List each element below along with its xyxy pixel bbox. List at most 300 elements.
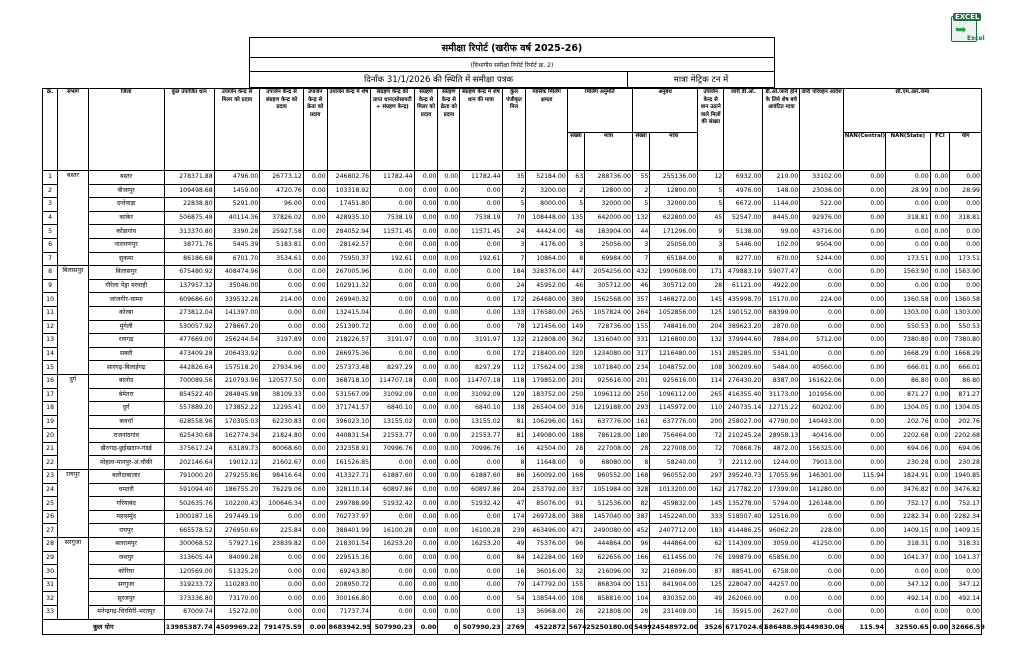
row-cell: 625430.68 [164,429,214,443]
row-cell: 5446.00 [724,238,763,252]
row-district: कवर्धा [88,415,164,429]
row-cell: 428935.10 [327,211,370,225]
row-cell: 357 [632,293,649,307]
row-cell: 201 [567,374,584,388]
row-cell: 0.00 [414,442,438,456]
total-cell: 507990.23 [460,619,502,634]
row-district: कांकेर [88,211,164,225]
row-cell: 230.28 [950,456,982,470]
report-unit-line: मात्रा मेट्रिक टन में [628,72,775,88]
row-cell: 0.00 [303,565,327,579]
row-district: गौरेला पेंड्रा मरवाही [88,279,164,293]
table-row [43,578,982,592]
row-cell: 0.00 [414,238,438,252]
row-cell: 0.00 [886,565,931,579]
row-cell: 440831.54 [327,429,370,443]
row-cell: 0.00 [930,510,950,524]
row-cell: 212808.00 [526,334,567,348]
row-cell: 512536.00 [585,497,633,511]
header-agreement: अनुबंध [632,89,697,133]
row-cell: 0.00 [371,293,414,307]
row-cell: 477669.00 [164,334,214,348]
row-sno: 3 [43,198,58,212]
row-cell: 0.00 [438,347,460,361]
row-cell: 5794.00 [763,497,800,511]
row-cell: 0.00 [800,306,843,320]
row-cell: 31173.00 [763,388,800,402]
row-sno: 2 [43,184,58,198]
row-cell: 114 [698,374,724,388]
row-cell: 239 [502,524,526,538]
row-cell: 413327.71 [327,470,370,484]
row-sno: 21 [43,442,58,456]
table-row [43,456,982,470]
row-cell: 135 [567,211,584,225]
row-cell: 85076.00 [526,497,567,511]
row-cell: 0.00 [303,429,327,443]
row-cell: 1409.15 [950,524,982,538]
row-cell: 73170.00 [214,592,260,606]
row-cell: 6840.10 [371,402,414,416]
table-row [43,551,982,565]
row-cell: 316 [567,402,584,416]
row-cell: 0.00 [950,171,982,185]
row-cell: 96062.20 [763,524,800,538]
row-cell: 0.00 [414,266,438,280]
row-cell: 0.00 [303,551,327,565]
row-cell: 305712.00 [585,279,633,293]
row-cell: 379944.60 [724,334,763,348]
total-cell: 2769 [502,619,526,634]
row-cell: 2282.34 [950,510,982,524]
row-cell: 62230.83 [260,415,303,429]
row-cell: 25056.00 [585,238,633,252]
row-cell: 16 [698,606,724,620]
row-cell: 1041.37 [886,551,931,565]
row-cell: 1096112.00 [585,388,633,402]
row-cell: 225.84 [260,524,303,538]
row-cell: 70868.76 [724,442,763,456]
row-cell: 2202.68 [886,429,931,443]
row-sno: 28 [43,538,58,552]
row-cell: 318.31 [886,538,931,552]
row-cell: 218400.00 [526,347,567,361]
row-cell: 0.00 [303,388,327,402]
row-cell: 694.06 [886,442,931,456]
row-cell: 8 [502,456,526,470]
row-cell: 13155.02 [371,415,414,429]
row-cell: 300209.60 [724,361,763,375]
header-milling-permission: मिलिंग अनुमति [567,89,632,133]
row-cell: 145 [698,497,724,511]
row-cell: 0.00 [260,551,303,565]
table-row [43,279,982,293]
row-cell: 11571.45 [460,225,502,239]
row-sno: 12 [43,320,58,334]
row-cell: 151 [698,347,724,361]
row-cell: 1216480.00 [650,347,698,361]
row-cell: 5445.39 [214,238,260,252]
row-cell: 161 [632,415,649,429]
row-sno: 13 [43,334,58,348]
row-sno: 23 [43,470,58,484]
row-cell: 830352.00 [650,592,698,606]
row-cell: 375617.24 [164,442,214,456]
row-cell: 149080.00 [526,429,567,443]
row-cell: 210.00 [763,171,800,185]
row-cell: 447 [567,266,584,280]
row-cell: 138 [502,402,526,416]
row-cell: 276430.20 [724,374,763,388]
row-cell: 0.00 [800,266,843,280]
row-cell: 0.00 [886,279,931,293]
row-cell: 132415.04 [327,306,370,320]
row-cell: 0.00 [460,347,502,361]
row-cell: 0.00 [460,306,502,320]
report-subtitle: (विभागीय समीक्षा रिपोर्ट रिपोर्ट क्र. 2) [250,58,775,72]
row-cell: 642000.00 [585,211,633,225]
row-cell: 611456.00 [650,551,698,565]
table-row [43,211,982,225]
row-cell: 161622.06 [800,374,843,388]
total-cell: 13985387.74 [164,619,214,634]
row-cell: 40114.36 [214,211,260,225]
row-cell: 0.00 [950,606,982,620]
row-cell: 4796.00 [214,171,260,185]
row-cell: 218301.54 [327,538,370,552]
row-cell: 284052.94 [327,225,370,239]
row-district: जांजगीर-चाम्पा [88,293,164,307]
row-cell: 2202.68 [950,429,982,443]
row-cell: 442826.64 [164,361,214,375]
table-row [43,592,982,606]
row-cell: 960552.00 [585,470,633,484]
row-cell: 300068.52 [164,538,214,552]
row-cell: 318.81 [886,211,931,225]
row-cell: 557889.20 [164,402,214,416]
row-cell: 188 [567,429,584,443]
row-cell: 3197.89 [260,334,303,348]
table-row [43,320,982,334]
row-cell: 675480.92 [164,266,214,280]
row-cell: 204 [698,320,724,334]
row-cell: 118 [502,374,526,388]
row-district: मनेन्द्रगढ़-चिरमिरी-भरतपुर [88,606,164,620]
table-row [43,171,982,185]
row-cell: 0.00 [303,320,327,334]
row-cell: 0.00 [438,497,460,511]
row-cell: 0.00 [930,388,950,402]
row-cell: 200 [698,415,724,429]
row-cell: 86186.68 [164,252,214,266]
row-cell: 103318.92 [327,184,370,198]
row-sno: 19 [43,415,58,429]
row-cell: 591094.40 [164,483,214,497]
row-cell: 44424.00 [526,225,567,239]
row-cell: 0.00 [303,470,327,484]
header-do-pending: डी.ओ.जारी होने के लिये शेष बचे आवंटित मात्रा [763,89,800,171]
row-district: बीजापुर [88,184,164,198]
row-cell: 12715.22 [763,402,800,416]
row-division: सरगुजा [58,538,88,620]
row-cell: 0.00 [460,279,502,293]
row-cell: 57927.16 [214,538,260,552]
row-cell: 8277.00 [724,252,763,266]
row-cell: 1057824.00 [585,306,633,320]
row-cell: 0.00 [843,334,885,348]
row-cell: 40416.00 [800,429,843,443]
row-cell: 246802.76 [327,171,370,185]
row-cell: 108 [567,592,584,606]
row-cell: 3059.00 [763,538,800,552]
row-cell: 5183.81 [260,238,303,252]
report-title: समीक्षा रिपोर्ट (खरीफ वर्ष 2025-26) [250,38,775,58]
row-district: कोरबा [88,306,164,320]
row-cell: 0.00 [414,510,438,524]
row-cell: 10864.00 [526,252,567,266]
row-cell: 46 [632,279,649,293]
row-cell: 61121.00 [724,279,763,293]
row-cell: 9 [698,225,724,239]
row-cell: 81 [502,429,526,443]
row-cell: 210793.96 [214,374,260,388]
row-cell: 0.00 [438,578,460,592]
row-cell: 8445.00 [763,211,800,225]
row-cell: 115.94 [843,470,885,484]
row-cell: 81 [502,415,526,429]
row-cell: 168 [567,470,584,484]
row-cell: 0.00 [303,510,327,524]
row-cell: 221808.00 [585,606,633,620]
row-cell: 16 [502,565,526,579]
row-cell: 362 [567,334,584,348]
row-cell: 622656.00 [585,551,633,565]
table-row [43,361,982,375]
row-cell: 666.01 [886,361,931,375]
row-district: सरगुजा [88,578,164,592]
row-cell: 68399.00 [763,306,800,320]
row-cell: 0.00 [886,606,931,620]
row-cell: 32 [632,565,649,579]
row-cell: 6932.00 [724,171,763,185]
row-cell: 389623.20 [724,320,763,334]
total-cell: 1449830.06 [800,619,843,634]
excel-export-icon[interactable] [949,13,983,43]
row-cell: 1360.58 [950,293,982,307]
export-arrow-icon: ➥ [955,22,967,38]
row-cell: 0.00 [414,225,438,239]
row-cell: 0.00 [260,606,303,620]
row-cell: 0.00 [930,456,950,470]
row-sno: 22 [43,456,58,470]
row-cell: 62 [698,538,724,552]
row-cell: 0.00 [843,524,885,538]
row-cell: 96.00 [260,198,303,212]
row-cell: 0.00 [438,592,460,606]
row-cell: 1096112.00 [650,388,698,402]
row-cell: 0.00 [303,266,327,280]
total-cell: 0.00 [303,619,327,634]
row-cell: 2 [502,184,526,198]
row-cell: 229515.16 [327,551,370,565]
row-cell: 240735.14 [724,402,763,416]
row-cell: 531567.09 [327,388,370,402]
row-cell: 78 [502,320,526,334]
row-cell: 100646.34 [260,497,303,511]
row-cell: 0.00 [950,238,982,252]
row-cell: 0.00 [843,171,885,185]
row-cell: 27934.96 [260,361,303,375]
row-cell: 108 [698,361,724,375]
row-cell: 0.00 [371,347,414,361]
row-cell: 32000.00 [650,198,698,212]
row-cell: 1244.00 [763,456,800,470]
total-cell: 3526 [698,619,724,634]
row-cell: 253792.00 [526,483,567,497]
row-district: महासमुंद [88,510,164,524]
table-row [43,565,982,579]
row-cell: 0.00 [303,184,327,198]
row-cell: 0.00 [930,442,950,456]
row-cell: 702737.97 [327,510,370,524]
row-cell: 70996.76 [460,442,502,456]
total-cell: 791475.59 [260,619,303,634]
row-cell: 5 [567,198,584,212]
row-cell: 141397.00 [214,306,260,320]
row-sno: 5 [43,225,58,239]
row-cell: 0.00 [950,198,982,212]
row-cell: 0.00 [930,551,950,565]
row-cell: 17055.96 [763,470,800,484]
row-cell: 854522.40 [164,388,214,402]
row-cell: 0.00 [763,592,800,606]
row-district: बलरामपुर [88,538,164,552]
row-cell: 276950.69 [214,524,260,538]
row-cell: 63189.73 [214,442,260,456]
header-fci: FCI [930,133,950,171]
total-cell: 4509969.22 [214,619,260,634]
row-cell: 0.00 [303,347,327,361]
row-cell: 318.31 [950,538,982,552]
row-cell: 155 [567,578,584,592]
row-cell: 0.00 [371,510,414,524]
row-cell: 32 [567,565,584,579]
row-cell: 175624.00 [526,361,567,375]
row-cell: 262060.00 [724,592,763,606]
row-cell: 0.00 [438,456,460,470]
row-cell: 0.00 [303,171,327,185]
row-cell: 135278.00 [724,497,763,511]
row-cell: 45 [698,211,724,225]
row-cell: 0.00 [438,470,460,484]
row-cell: 192.61 [371,252,414,266]
row-cell: 98416.64 [260,470,303,484]
row-cell: 0.00 [303,592,327,606]
row-cell: 168 [632,470,649,484]
row-cell: 265404.00 [526,402,567,416]
row-cell: 0.00 [800,606,843,620]
row-cell: 0.00 [371,279,414,293]
row-cell: 224.00 [800,293,843,307]
row-cell: 1216800.00 [650,334,698,348]
row-cell: 69243.80 [327,565,370,579]
row-district: मोहला-मानपुर-अं.चौकी [88,456,164,470]
row-cell: 0.00 [303,538,327,552]
header-nan-state: NAN(State) [886,133,931,171]
row-cell: 0.00 [260,565,303,579]
row-cell: 0.00 [930,606,950,620]
table-row [43,184,982,198]
row-cell: 46 [567,279,584,293]
row-cell: 72 [698,442,724,456]
row-cell: 76229.06 [260,483,303,497]
row-cell: 299788.99 [327,497,370,511]
row-sno: 7 [43,252,58,266]
row-cell: 76 [698,551,724,565]
row-cell: 7 [698,456,724,470]
row-cell: 141280.00 [800,483,843,497]
row-cell: 408474.96 [214,266,260,280]
row-cell: 550.53 [950,320,982,334]
row-cell: 148.00 [763,184,800,198]
row-cell: 269728.00 [526,510,567,524]
row-cell: 0.00 [260,347,303,361]
row-cell: 8387.00 [763,374,800,388]
header-cmr-group: सी.एम.आर.जमा [843,89,981,133]
row-cell: 0.00 [303,279,327,293]
row-cell: 172 [502,293,526,307]
row-sno: 29 [43,551,58,565]
row-cell: 0.00 [930,211,950,225]
row-cell: 278371.88 [164,171,214,185]
row-cell: 0.00 [843,497,885,511]
row-cell: 284845.98 [214,388,260,402]
row-cell: 339532.28 [214,293,260,307]
row-cell: 51932.42 [371,497,414,511]
row-cell: 0.00 [930,252,950,266]
row-cell: 4176.00 [526,238,567,252]
row-cell: 190152.00 [724,306,763,320]
row-cell: 32000.00 [585,198,633,212]
row-cell: 752.17 [886,497,931,511]
row-cell: 388401.99 [327,524,370,538]
row-cell: 238 [567,361,584,375]
row-cell: 0.00 [438,402,460,416]
row-cell: 227008.00 [650,442,698,456]
row-cell: 257373.48 [327,361,370,375]
row-cell: 48 [567,225,584,239]
row-cell: 2490080.00 [585,524,633,538]
total-cell: 115.94 [843,619,885,634]
row-cell: 0.00 [930,415,950,429]
row-cell: 58240.00 [650,456,698,470]
row-cell: 28 [632,606,649,620]
row-cell: 208950.72 [327,578,370,592]
row-district: सूरजपुर [88,592,164,606]
row-cell: 22112.00 [724,456,763,470]
row-cell: 264 [632,306,649,320]
row-cell: 12 [698,171,724,185]
row-cell: 0.00 [414,497,438,511]
row-cell: 0.00 [950,565,982,579]
row-cell: 179852.00 [526,374,567,388]
row-cell: 0.00 [843,361,885,375]
row-cell: 61887.60 [460,470,502,484]
row-cell: 0.00 [950,225,982,239]
row-cell: 7538.19 [460,211,502,225]
row-cell: 155 [632,320,649,334]
row-cell: 183752.00 [526,388,567,402]
